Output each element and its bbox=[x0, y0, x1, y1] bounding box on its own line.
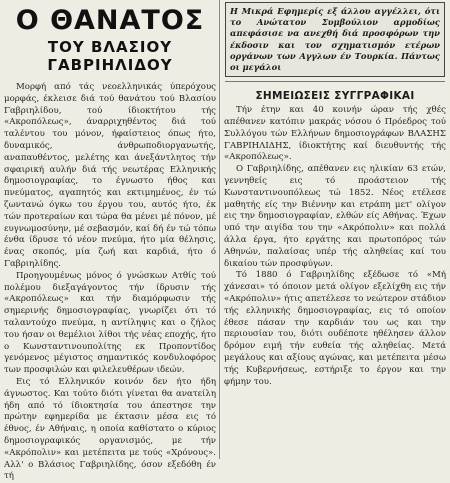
left-article-column bbox=[3, 0, 217, 482]
notice-text: Η Μικρά Εφημερίς εξ άλλου αγγέλλει, ότι το Ανώτατον Συμβούλιον αρμοδίως απεφάσισε να ανεχθή διά προσφόρων την έκδοσιν και τον σχηματισμόν ετέρων οργάνων των Αγγλων έν Τουρκία. Πάντως οι μεγάλοι bbox=[230, 6, 440, 73]
section-rule bbox=[225, 81, 445, 82]
right-paragraph-3: Τό 1880 ό Γαβριηλίδης εξέδωσε τό «Μή χάνεσαι» τό όποιον μετά ολίγον εξελίχθη εις τήν «Ακρόπολιν» ήτις απετέλεσε το νεώτερον στάδιον τής ελληνικής δημοσιογραφίας, εις τό οποίον έθεσε πάσαν την καρδιάν του ως και την περιουσίαν του, διότι ουδέποτε ηθέλησεν άλλον δρόμον ειμή τήν ευθεία τής αληθείας. Μετά μεγάλους και αξίους αγώνας, και μετέπειτα μέσω τής Κυβερνήσεως, εστήριξε το έργον και την φήμην του. bbox=[224, 270, 446, 387]
headline-gap bbox=[3, 74, 217, 82]
article-subheadline: ΤΟΥ ΒΛΑΣΙΟΥ ΓΑΒΡΙΗΛΙΔΟΥ bbox=[47, 38, 173, 74]
column-divider bbox=[219, 0, 220, 459]
article-headline: Ο ΘΑΝΑΤΟΣ bbox=[15, 5, 205, 36]
article-paragraph-3: Εις τό Ελληνικόν κοινόν δεν ήτο ήδη άγνωστος. Και τούτο διότι γίνεται θα ανατείλη ήδη από τό ίδιοκτησία του άπεστησε την πρώτην εφημερίδα με έκτασιν μέσα εις τό έθνος, έν Αθήναις, η οποία καθίστατο ο κύριος δημοσιογραφικός οργανισμός, με τήν «Ακρόπολιν» και μετέπειτα με τούς «Χρόνους». Αλλ' ο Βλάσιος Γαβριηλίδης, όσον εξεδόθη έν τή bbox=[4, 376, 216, 482]
article-paragraph-2: Προηγουμένως μόνος ό γνώσκων Ατθίς τού πολέμου διεξαγάγοντος τήν ίδρυσιν τής «Ακροπόλεως» και τήν διαμόρφωσιν τής σημερινής δημοσιογραφίας, γνωρίζει ότι τό ταλαντούχο πνεύμα, η αντίληψις και ο ζήλος του ήσαν οι θεμέλιοι λίθοι τής νέας εποχής, ήτο ο Κωνσταντινουπολίτης εκ Προποντίδος γενόμενος μέγιστος σημαντικός κονδυλοφόρος των προσφιλών και φιλελευθέρων ιδεών. bbox=[4, 270, 216, 376]
right-article-column bbox=[223, 0, 447, 459]
notice-box bbox=[225, 2, 445, 77]
right-paragraph-2: Ο Γαβριηλίδης, απέθανεν εις ηλικίαν 63 ετών, γεννηθείς εις τό προάστειον τής Κωνσταντινουπόλεως τώ 1852. Νέος ετέλεσε μαθητής είς την Βιέννην και ετράπη μετ' ολίγον εις την δημοσιογραφίαν, ελθών είς Αθήνας. Έχων υπό την αιγίδα του την «Ακρόπολιν» και πολλά άλλα έργα, ήτο εργάτης και πρωτοπόρος τών Αθηνών, παλαίσας υπέρ τής αληθείας καί του δικαίου τών προσφύγων. bbox=[224, 164, 446, 269]
article-paragraph-1: Μορφή από τάς νεοελληνικάς ύπερόχους μορφάς, έκλεισε διά τού θανάτου τού Βλασίου Γαβριηλίδου, τού ίδιοκτήτου τής «Ακροπόλεως», άναρριχηθέντος διά τού ταλέντου του μόνον, ήφαίστειος όπως ήτο, δυναμικός, άνθρωποδιοργανωτής, αναπαυθέντος, μελέτης και άνεξάντλητος τήν σφαιρική αυλήν διά τής νεωτέρας Ελληνικής δημοσιογραφίας, το έγνωστο ήθος και πνεύματος, αγαπητός και εκτιμημένος, έν τώ ζωντανώ όγκω του έργου του, αυτός ήτο, έκ τών προτεραίων και τώρα θα μένει μέ πόνον, μέ ευγνωμοσύνην, μέ σεβασμόν, καί δή έν τώ τόπω ένθα ίδρυσε τό νέον πνεύμα, ήτο μία θέλησις, ένας σκοπός, μία ζωή και καρδιά, ήτο ό Γαβριηλίδης. bbox=[4, 82, 216, 269]
right-paragraph-1: Τήν έτην και 40 κοινήν ώραν τής χθές απέθανεν κατόπιν μακράς νόσου ό Πρόεδρος τού Συλλόγου τών Ελλήνων δημοσιογράφων ΒΛΑΣΗΣ ΓΑΒΡΙΗΛΙΔΗΣ, ίδιοκτήτης καί διευθυντής τής «Ακροπόλεως». bbox=[224, 105, 446, 163]
section-subheadline: ΣΗΜΕΙΩΣΕΙΣ ΣΥΓΓΡΑΦΙΚΑΙ bbox=[255, 90, 415, 103]
